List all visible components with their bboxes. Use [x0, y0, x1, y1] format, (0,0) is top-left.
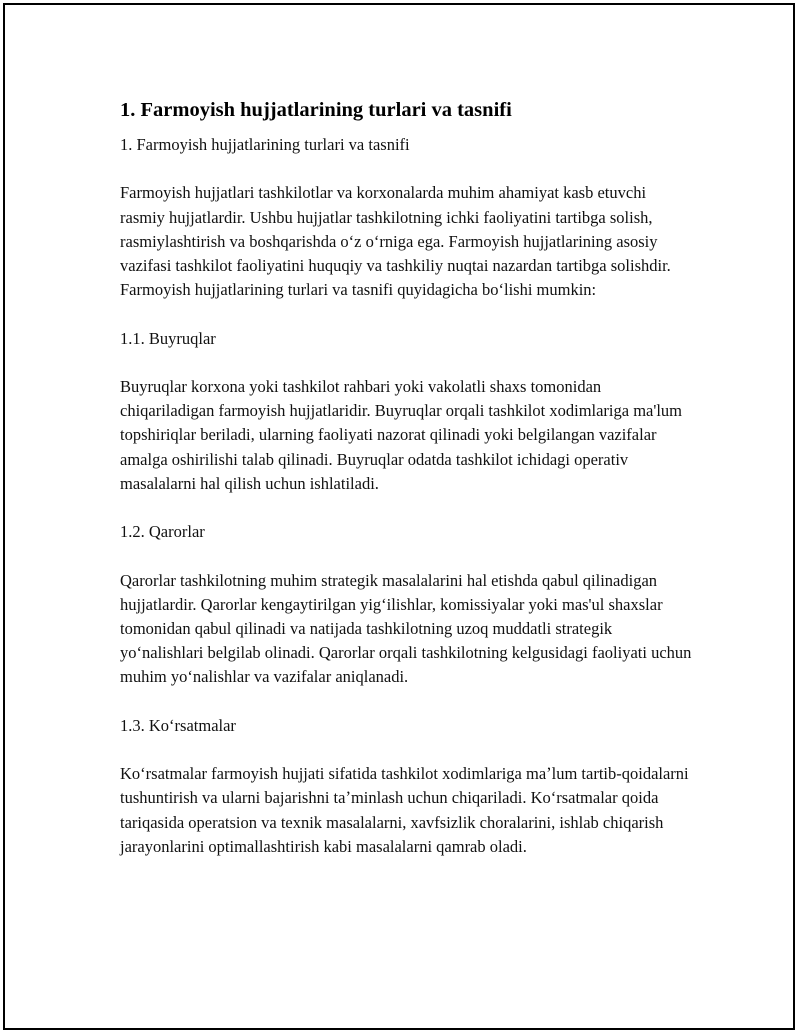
document-subtitle: 1. Farmoyish hujjatlarining turlari va tasnifi [120, 135, 410, 154]
section-body-korsatmalar: Koʻrsatmalar farmoyish hujjati sifatida tashkilot xodimlariga maʼlum tartib-qoidalarni tushuntirish va ularni bajarishni taʼminlash uchun chiqariladi. Koʻrsatmalar qoida tariqasida operatsion va texnik masalalarni, xavfsizlik choralarini, ishlab chiqarish jarayonlarini optimallashtirish kabi masalalarni qamrab oladi. [120, 764, 689, 856]
intro-paragraph: Farmoyish hujjatlari tashkilotlar va korxonalarda muhim ahamiyat kasb etuvchi rasmiy hujjatlardir. Ushbu hujjatlar tashkilotning ichki faoliyatini tartibga solish, rasmiylashtirish va boshqarishda oʻz oʻrniga ega. Farmoyish hujjatlarining asosiy vazifasi tashkilot faoliyatini huquqiy va tashkiliy nuqtai nazardan tartibga solishdir. Farmoyish hujjatlarining turlari va tasnifi quyidagicha boʻlishi mumkin: [120, 183, 671, 300]
section-heading-korsatmalar: 1.3. Koʻrsatmalar [120, 715, 236, 735]
document-page [3, 3, 795, 1030]
document-content [120, 96, 695, 883]
section-heading-qarorlar: 1.2. Qarorlar [120, 522, 205, 542]
section-body-qarorlar: Qarorlar tashkilotning muhim strategik masalalarini hal etishda qabul qilinadigan hujjatlardir. Qarorlar kengaytirilgan yigʻilishlar, komissiyalar yoki mas'ul shaxslar tomonidan qabul qilinadi va natijada tashkilotning uzoq muddatli strategik yoʻnalishlari belgilab olinadi. Qarorlar orqali tashkilotning kelgusidagi faoliyati uchun muhim yoʻnalishlar va vazifalar aniqlanadi. [120, 570, 692, 687]
document-title: 1. Farmoyish hujjatlarining turlari va tasnifi [120, 99, 512, 121]
section-heading-buyruqlar: 1.1. Buyruqlar [120, 328, 216, 348]
section-body-buyruqlar: Buyruqlar korxona yoki tashkilot rahbari yoki vakolatli shaxs tomonidan chiqariladigan farmoyish hujjatlaridir. Buyruqlar orqali tashkilot xodimlariga ma'lum topshiriqlar beriladi, ularning faoliyati nazorat qilinadi yoki belgilangan vazifalar amalga oshirilishi talab qilinadi. Buyruqlar odatda tashkilot ichidagi operativ masalalarni hal qilish uchun ishlatiladi. [120, 376, 683, 493]
